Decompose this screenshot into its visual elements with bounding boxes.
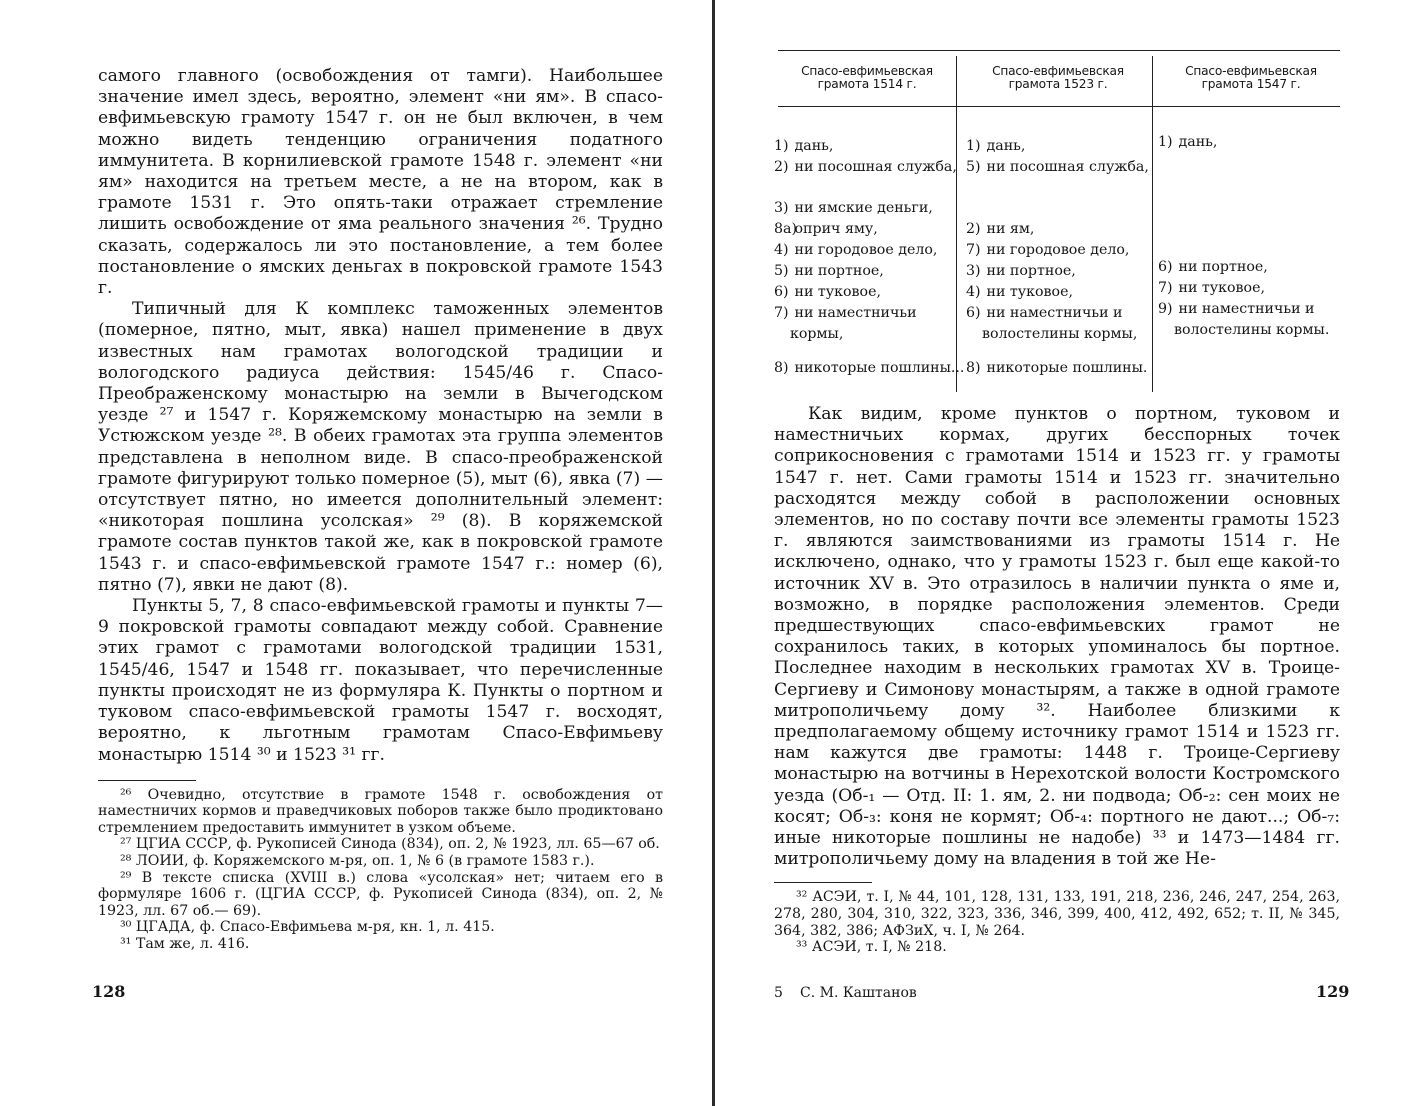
left-body xyxy=(98,66,663,953)
footnote-28: ²⁸ ЛОИИ, ф. Коряжемского м-ря, оп. 1, № 6 (в грамоте 1583 г.). xyxy=(120,853,595,870)
left-page xyxy=(92,0,663,1106)
table-header-1523: Спасо-евфимьевская грамота 1523 г. xyxy=(992,64,1124,92)
printer-signature-number: 5 xyxy=(774,985,783,1001)
page-number-left: 128 xyxy=(92,982,126,1001)
table-item: 4) ни туковое, xyxy=(966,284,1073,300)
right-paragraph-1: Как видим, кроме пунктов о портном, туковом и наместничьих кормах, других бесспорных точек соприкосновения с грамотами 1514 и 1523 гг. у грамоты 1547 г. нет. Сами грамоты 1514 и 1523 гг. значительно расходятся между собой в расположении основных элементов, но по составу почти все элементы грамоты 1523 г. являются заимствованиями из грамоты 1514 г. Не исключено, однако, что у грамоты 1523 г. был еще какой-то источник XV в. Это отразилось в наличии пункта о яме и, возможно, в порядке расположения элементов. Среди предшествующих спасо-евфимьевских грамот не сохранилось таких, в которых упоминалось бы портное. Последнее находим в нескольких грамотах XV в. Троице-Сергиеву и Симонову монастырям, а также в одной грамоте митрополичьему дому ³². Наиболее близкими к предполагаемому общему источнику грамот 1514 и 1523 гг. нам кажутся две грамоты: 1448 г. Троице-Сергиеву монастырю на вотчины в Нерехотской волости Костромского уезда (Об-₁ — Отд. II: 1. ям, 2. ни подвода; Об-₂: сен моих не косят; Об-₃: коня не кормят; Об-₄: портного не дают...; Об-₇: иные никоторые пошлины не надобе) ³³ и 1473—1484 гг. митрополичьему дому на владения в той же Не- xyxy=(774,404,1340,870)
page-number-right: 129 xyxy=(1316,982,1350,1001)
table-item: 8) никоторые пошлины. xyxy=(966,360,1148,376)
table-top-rule xyxy=(778,50,1340,51)
footnote-26: ²⁶ Очевидно, отсутствие в грамоте 1548 г. освобождения от наместничих кормов и праведчиковых поборов также было продиктовано стремлением предоставить иммунитет в узком объеме. xyxy=(98,786,663,836)
table-item: 2) ни ям, xyxy=(966,221,1035,237)
book-gutter xyxy=(712,0,715,1106)
table-item: 4) ни городовое дело, xyxy=(774,242,938,258)
table-item: 5) ни портное, xyxy=(774,263,884,279)
table-item: 7) ни городовое дело, xyxy=(966,242,1130,258)
footnote-33: ³³ АСЭИ, т. I, № 218. xyxy=(796,939,947,956)
table-header-1547: Спасо-евфимьевская грамота 1547 г. xyxy=(1185,64,1317,92)
table-header-rule xyxy=(778,106,1340,107)
right-page xyxy=(774,0,1350,1106)
left-paragraph-3: Пункты 5, 7, 8 спасо-евфимьевской грамоты и пункты 7—9 покровской грамоты совпадают между собой. Сравнение этих грамот с грамотами вологодской традиции 1531, 1545/46, 1547 и 1548 гг. показывает, что перечисленные пункты происходят не из формуляра К. Пункты о портном и туковом спасо-евфимьевской грамоты 1547 г. восходят, вероятно, к льготным грамотам Спасо-Евфимьеву монастырю 1514 ³⁰ и 1523 ³¹ гг. xyxy=(98,596,663,765)
table-item: 6) ни туковое, xyxy=(774,284,881,300)
table-item: 1) дань, xyxy=(1158,134,1218,150)
right-body xyxy=(774,404,1340,956)
table-item: 2) ни посошная служба, xyxy=(774,159,957,175)
table-item: 7) ни наместничьи кормы, xyxy=(774,305,917,342)
table-item: 1) дань, xyxy=(966,138,1026,154)
left-paragraph-1: самого главного (освобождения от тамги). Наибольшее значение имел здесь, вероятно, элемент «ни ям». В спасо-евфимьевскую грамоту 1547 г. он не был включен, в чем можно видеть тенденцию ограничения податного иммунитета. В корнилиевской грамоте 1548 г. элемент «ни ям» находится на третьем месте, а не на втором, как в грамоте 1531 г. Это опять-таки отражает стремление лишить освобождение от яма реального значения ²⁶. Трудно сказать, содержалось ли это постановление, а тем более постановление о ямских деньгах в покровской грамоте 1543 г. xyxy=(98,66,663,299)
table-item: 5) ни посошная служба, xyxy=(966,159,1149,175)
footnote-29: ²⁹ В тексте списка (XVIII в.) слова «усолская» нет; читаем его в формуляре 1606 г. (ЦГИА СССР, ф. Рукописей Синода (834), оп. 2, № 1923, лл. 67 об.— 69). xyxy=(98,869,663,919)
footnote-rule xyxy=(98,780,196,781)
table-item: 1) дань, xyxy=(774,138,834,154)
table-item: 7) ни туковое, xyxy=(1158,280,1265,296)
table-item: 3) ни портное, xyxy=(966,263,1076,279)
table-item: 8) никоторые пошлины... xyxy=(774,360,965,376)
table-item: 6) ни наместничьи и волостелины кормы, xyxy=(966,305,1138,342)
footnote-30: ³⁰ ЦГАДА, ф. Спасо-Евфимьева м-ря, кн. 1, л. 415. xyxy=(120,919,495,936)
table-item: 3) ни ямские деньги, xyxy=(774,200,933,216)
table-item: 8а) оприч яму, xyxy=(774,221,878,237)
footnote-27: ²⁷ ЦГИА СССР, ф. Рукописей Синода (834), оп. 2, № 1923, лл. 65—67 об. xyxy=(120,836,660,853)
footnote-31: ³¹ Там же, л. 416. xyxy=(120,936,250,953)
footnote-32: ³² АСЭИ, т. I, № 44, 101, 128, 131, 133, 191, 218, 236, 246, 247, 254, 263, 278, 280, 304, 310, 322, 323, 336, 346, 399, 400, 412, 492, 652; т. II, № 345, 364, 382, 386; АФЗиХ, ч. I, № 264. xyxy=(774,889,1340,939)
left-paragraph-2: Типичный для К комплекс таможенных элементов (померное, пятно, мыт, явка) нашел применение в двух известных нам грамотах вологодской традиции и вологодского радиуса действия: 1545/46 г. Спасо-Преображенскому монастырю на земли в Вычегодском уезде ²⁷ и 1547 г. Коряжемскому монастырю на земли в Устюжском уезде ²⁸. В обеих грамотах эта группа элементов представлена в неполном виде. В спасо-преображенской грамоте фигурируют только померное (5), мыт (6), явка (7) — отсутствует пятно, но имеется дополнительный элемент: «никоторая пошлина усолская» ²⁹ (8). В коряжемской грамоте состав пунктов такой же, как в покровской грамоте 1543 г. и спасо-евфимьевской грамоте 1547 г.: номер (6), пятно (7), явки не дают (8). xyxy=(98,299,663,595)
table-item: 6) ни портное, xyxy=(1158,259,1268,275)
footnote-rule xyxy=(774,882,872,883)
right-footnotes xyxy=(774,889,1340,955)
printer-signature-author: С. М. Каштанов xyxy=(800,985,917,1001)
left-footnotes xyxy=(98,787,663,953)
table-item: 9) ни наместничьи и волостелины кормы. xyxy=(1158,301,1330,338)
table-header-1514: Спасо-евфимьевская грамота 1514 г. xyxy=(801,64,933,92)
